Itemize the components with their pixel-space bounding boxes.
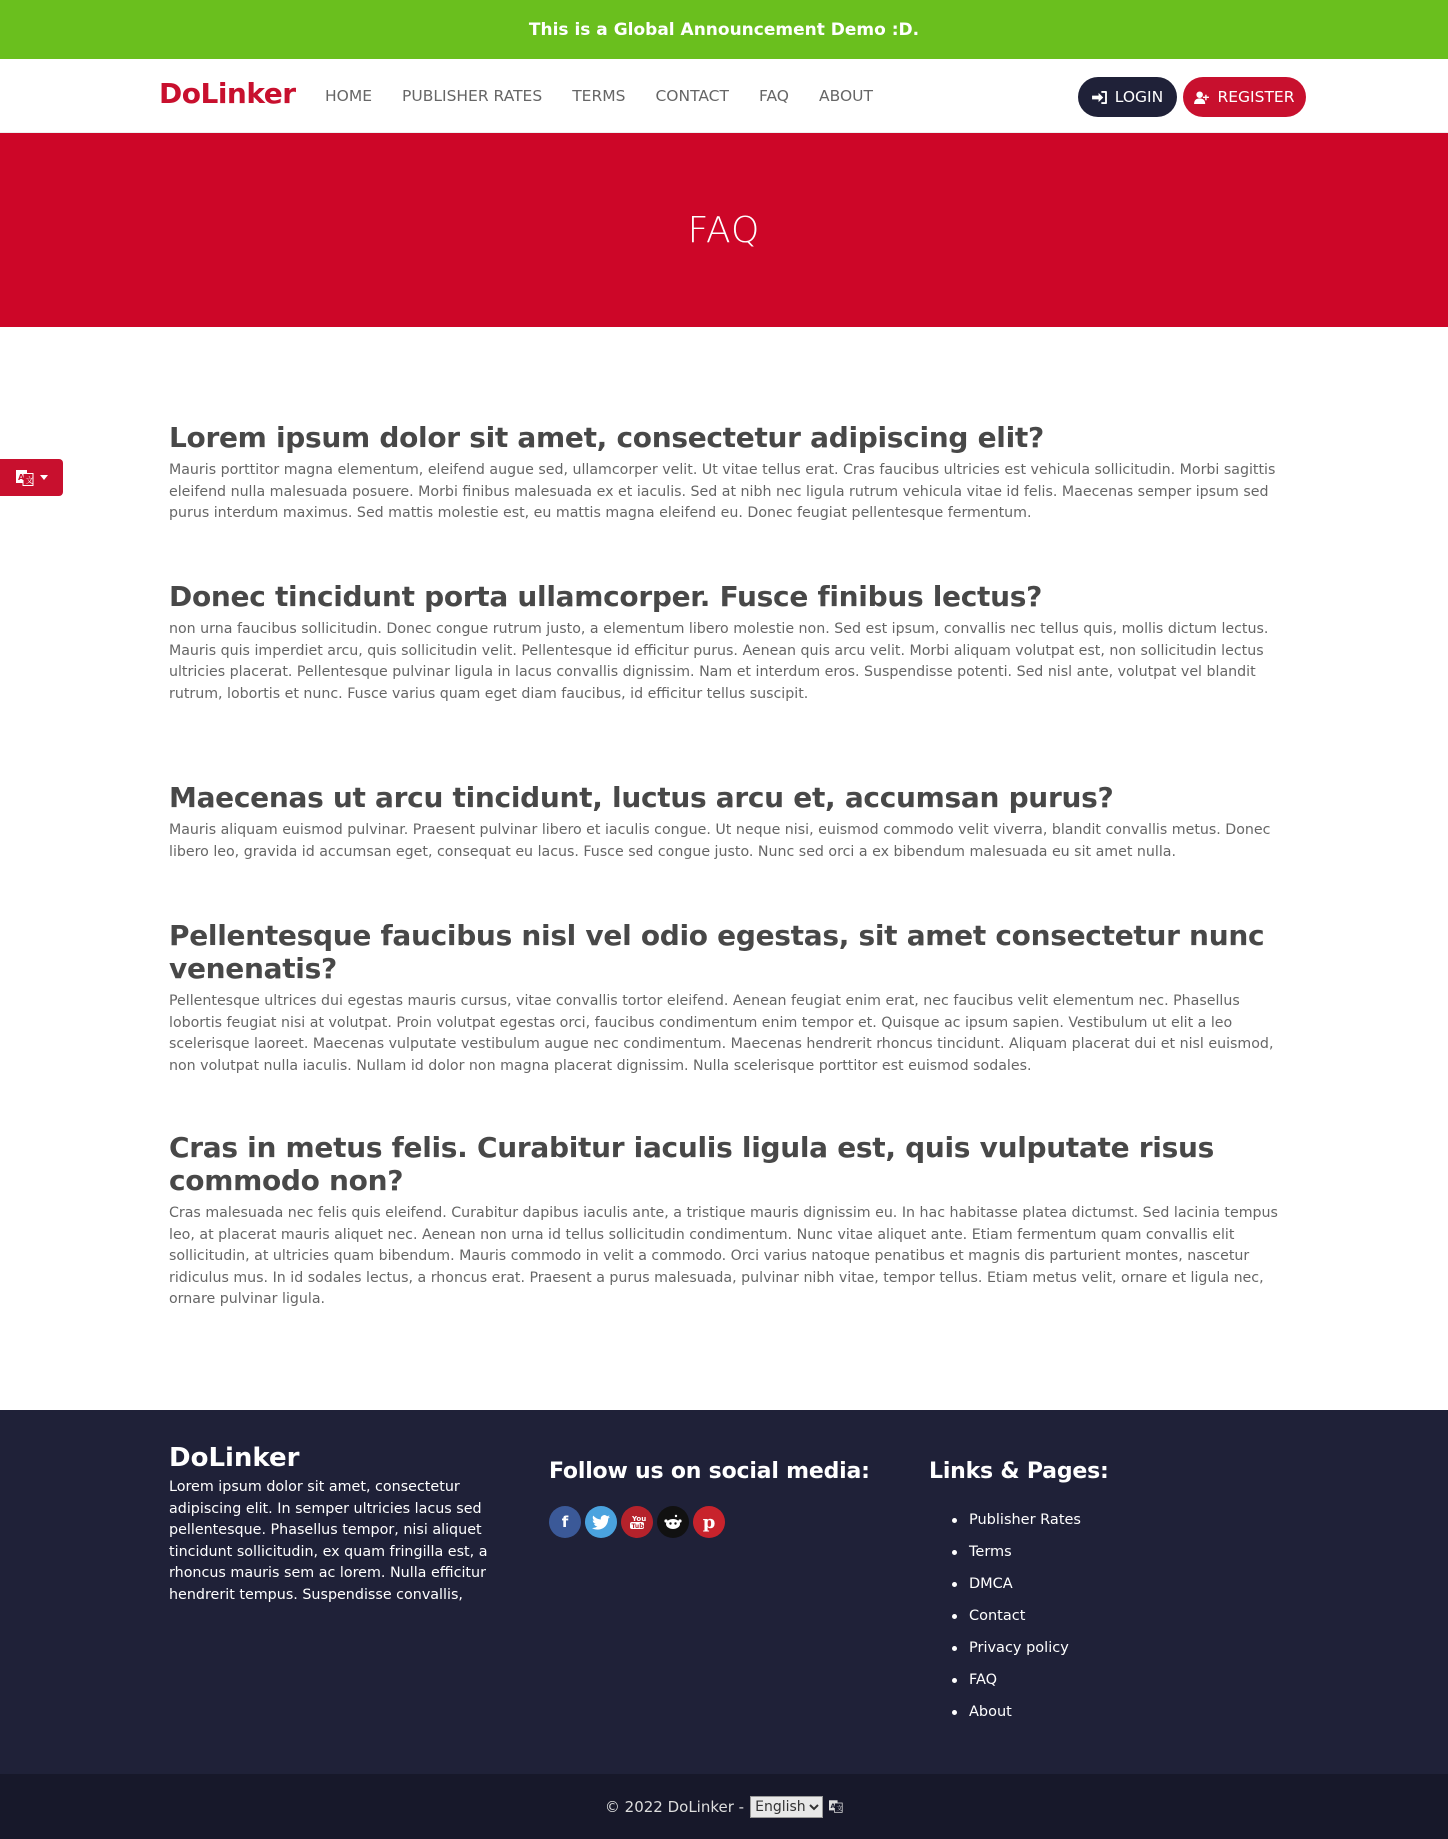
faq-answer: Mauris aliquam euismod pulvinar. Praesent pulvinar libero et iaculis congue. Ut neque nisi, euismod commodo velit viverra, blandit convallis metus. Donec libero leo, gravida id accumsan eget, consequat eu lacus. Fusce sed congue justo. Nunc sed orci a ex bibendum malesuada eu sit amet nulla. — [169, 822, 1271, 860]
pinterest-icon[interactable]: p — [693, 1506, 725, 1538]
svg-text:文: 文 — [836, 1805, 843, 1813]
footer-link-contact[interactable]: Contact — [952, 1600, 1109, 1632]
faq-item — [169, 421, 1281, 525]
page-hero — [0, 133, 1448, 327]
footer-link-publisher-rates[interactable]: Publisher Rates — [952, 1504, 1109, 1536]
faq-answer: Cras malesuada nec felis quis eleifend. Curabitur dapibus iaculis ante, a tristique mauris dignissim eu. In hac habitasse platea dictumst. Sed lacinia tempus leo, at placerat mauris aliquet nec. Aenean non urna id tellus sollicitudin condimentum. Nunc vitae aliquet ante. Etiam fermentum quam convallis elit sollicitudin, at ultricies quam bibendum. Mauris commodo in velit a commodo. Orci varius natoque penatibus et magnis dis parturient montes, nascetur ridiculus mus. In id sodales lectus, a rhoncus erat. Praesent a purus malesuada, pulvinar nibh vitae, tempor tellus. Etiam metus velit, ornare et ligula nec, ornare pulvinar ligula. — [169, 1205, 1278, 1307]
nav-about[interactable]: ABOUT — [819, 87, 873, 105]
footer-about-text: Lorem ipsum dolor sit amet, consectetur adipiscing elit. In semper ultricies lacus sed pellentesque. Phasellus tempor, nisi aliquet tincidunt sollicitudin, ex quam fringilla est, a rhoncus mauris sem ac lorem. Nulla efficitur hendrerit tempus. Suspendisse convallis, — [169, 1479, 488, 1603]
register-button[interactable] — [1183, 77, 1306, 117]
svg-text:文: 文 — [25, 475, 33, 485]
faq-question: Maecenas ut arcu tincidunt, luctus arcu et, accumsan purus? — [169, 781, 1114, 814]
language-select[interactable] — [750, 1796, 823, 1818]
faq-question: Lorem ipsum dolor sit amet, consectetur adipiscing elit? — [169, 421, 1044, 454]
svg-text:You: You — [632, 1515, 647, 1523]
footer-links-col — [929, 1410, 1109, 1728]
nav-publisher-rates[interactable]: PUBLISHER RATES — [402, 87, 543, 105]
copyright-text: © 2022 DoLinker - — [604, 1797, 745, 1816]
translate-icon — [16, 470, 34, 486]
youtube-icon[interactable] — [621, 1506, 653, 1538]
sign-in-icon — [1092, 91, 1107, 104]
faq-question: Donec tincidunt porta ullamcorper. Fusce finibus lectus? — [169, 580, 1043, 613]
brand-logo[interactable]: DoLinker — [159, 77, 296, 110]
footer-link-privacy-policy[interactable]: Privacy policy — [952, 1632, 1109, 1664]
svg-text:A: A — [17, 472, 24, 482]
site-footer — [0, 1410, 1448, 1774]
faq-answer: Mauris porttitor magna elementum, eleifend augue sed, ullamcorper velit. Ut vitae tellus erat. Cras faucibus ultricies est vehicula sollicitudin. Morbi sagittis eleifend nulla malesuada posuere. Morbi finibus malesuada ex et iaculis. Sed at nibh nec ligula rutrum vehicula vitae id felis. Maecenas semper ipsum sed purus interdum maximus. Sed mattis molestie est, eu mattis magna eleifend eu. Donec feugiat pellentesque fermentum. — [169, 462, 1276, 521]
twitter-icon[interactable] — [585, 1506, 617, 1538]
facebook-icon[interactable]: f — [549, 1506, 581, 1538]
faq-item — [169, 919, 1281, 1077]
footer-brand: DoLinker — [169, 1443, 300, 1473]
faq-answer: Pellentesque ultrices dui egestas mauris cursus, vitae convallis tortor eleifend. Aenean feugiat enim erat, nec faucibus velit elementum nec. Phasellus lobortis feugiat nisi at volutpat. Proin volutpat egestas orci, faucibus condimentum enim tempor et. Quisque ac ipsum sapien. Vestibulum ut elit a leo scelerisque laoreet. Maecenas vulputate vestibulum augue nec condimentum. Maecenas hendrerit rhoncus tincidunt. Aliquam placerat dui et nisl euismod, non volutpat nulla iaculis. Nullam id dolor non magna placerat dignissim. Nulla scelerisque porttitor est euismod sodales. — [169, 993, 1274, 1074]
reddit-icon[interactable] — [657, 1506, 689, 1538]
footer-link-terms[interactable]: Terms — [952, 1536, 1109, 1568]
footer-about-col — [169, 1410, 519, 1606]
faq-item — [169, 781, 1281, 863]
faq-item — [169, 580, 1281, 705]
page-title: FAQ — [687, 209, 761, 251]
login-label: LOGIN — [1114, 88, 1164, 106]
register-label: REGISTER — [1217, 88, 1295, 106]
faq-item — [169, 1131, 1281, 1311]
footer-links — [952, 1504, 1109, 1728]
translate-icon — [829, 1800, 843, 1813]
social-icons — [549, 1506, 870, 1538]
svg-text:Tube: Tube — [631, 1523, 648, 1530]
footer-link-faq[interactable]: FAQ — [952, 1664, 1109, 1696]
announcement-text: This is a Global Announcement Demo :D. — [528, 19, 920, 40]
top-navbar — [0, 59, 1448, 133]
faq-answer: non urna faucibus sollicitudin. Donec congue rutrum justo, a elementum libero molestie non. Sed est ipsum, convallis nec tellus quis, mollis dictum lectus. Mauris quis imperdiet arcu, quis sollicitudin velit. Pellentesque id efficitur purus. Aenean quis arcu velit. Morbi aliquam volutpat est, non sollicitudin lectus ultricies placerat. Pellentesque pulvinar ligula in lacus convallis dignissim. Nam et interdum eros. Suspendisse potenti. Sed nisl ante, volutpat vel blandit rutrum, lobortis et nunc. Fusce varius quam eget diam faucibus, id efficitur tellus suscipit. — [169, 621, 1269, 702]
faq-question: Pellentesque faucibus nisl vel odio egestas, sit amet consectetur nunc venenatis? — [169, 919, 1265, 985]
svg-text:A: A — [830, 1803, 836, 1811]
links-heading: Links & Pages: — [929, 1459, 1109, 1484]
language-switcher[interactable] — [0, 459, 63, 496]
announcement-bar — [0, 0, 1448, 59]
social-heading: Follow us on social media: — [549, 1459, 870, 1484]
chevron-down-icon — [40, 475, 48, 480]
nav-contact[interactable]: CONTACT — [655, 87, 729, 105]
nav-terms[interactable]: TERMS — [572, 87, 626, 105]
nav-home[interactable]: HOME — [325, 87, 373, 105]
login-button[interactable] — [1078, 77, 1177, 117]
footer-link-about[interactable]: About — [952, 1696, 1109, 1728]
main-nav — [325, 59, 873, 133]
footer-link-dmca[interactable]: DMCA — [952, 1568, 1109, 1600]
faq-question: Cras in metus felis. Curabitur iaculis ligula est, quis vulputate risus commodo non? — [169, 1131, 1214, 1197]
nav-faq[interactable]: FAQ — [758, 87, 789, 105]
user-plus-icon — [1194, 91, 1209, 104]
footer-bottom-bar — [0, 1774, 1448, 1839]
footer-social-col — [549, 1410, 870, 1538]
